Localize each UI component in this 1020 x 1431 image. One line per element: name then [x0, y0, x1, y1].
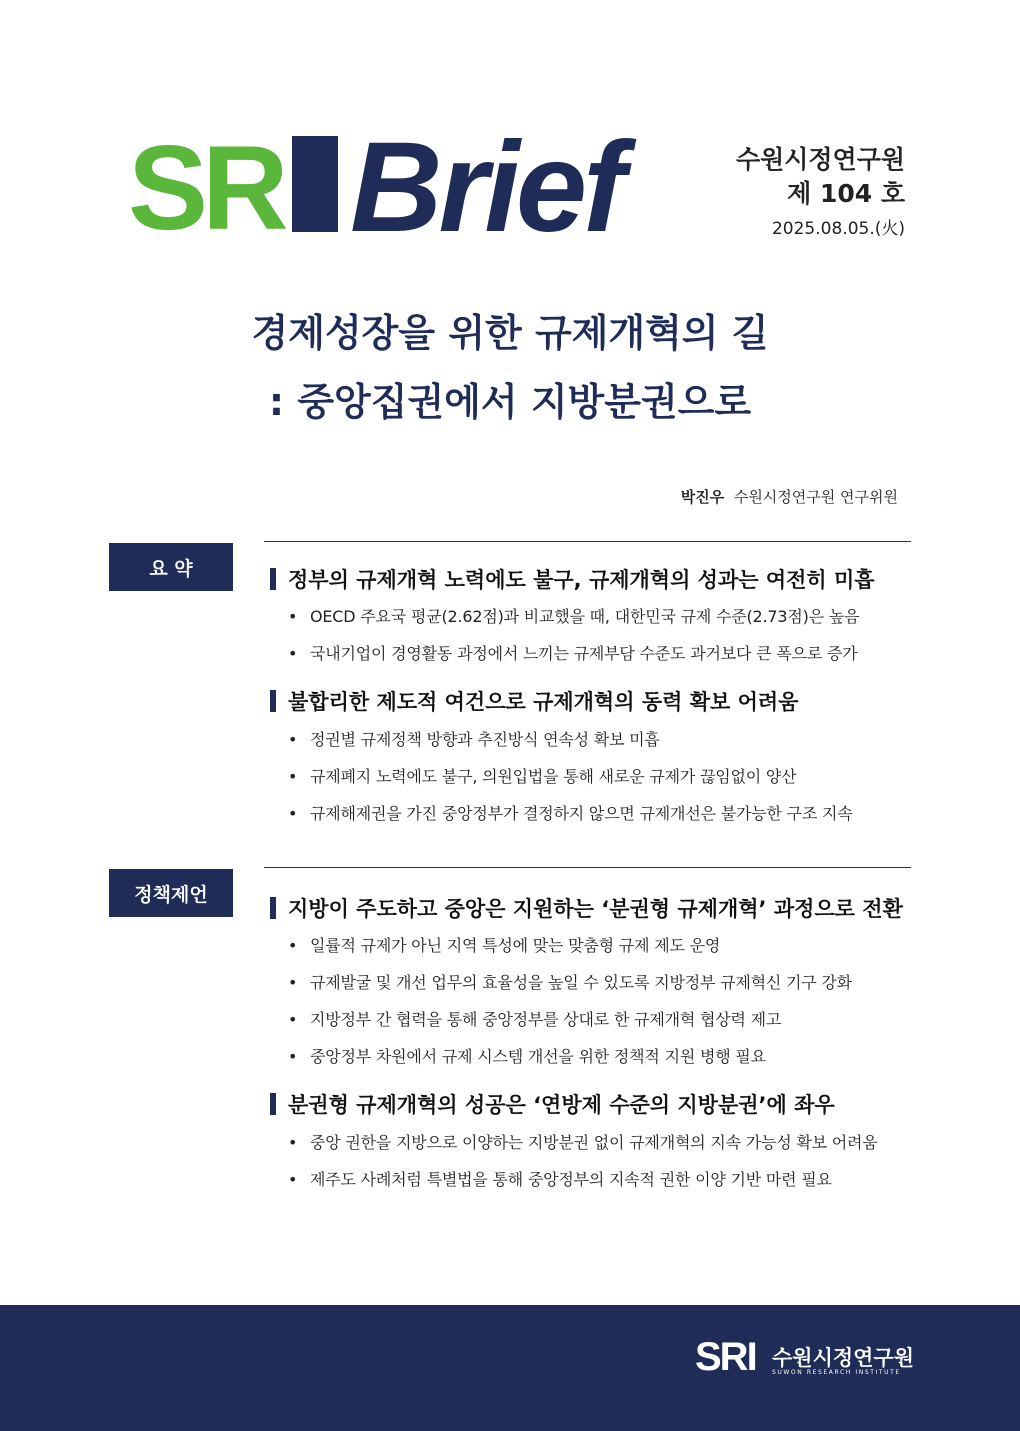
policy-heading-1: 지방이 주도하고 중앙은 지원하는 ‘분권형 규제개혁’ 과정으로 전환 [270, 893, 903, 923]
bullet-icon: • [288, 1047, 298, 1066]
bullet-icon: • [288, 644, 298, 663]
list-item: • 규제해제권을 가진 중앙정부가 결정하지 않으면 규제개선은 불가능한 구조 지속 [288, 804, 853, 823]
bullet-icon: • [288, 804, 298, 823]
heading-bar-icon [270, 690, 276, 712]
list-item: • 지방정부 간 협력을 통해 중앙정부를 상대로 한 규제개혁 협상력 제고 [288, 1010, 782, 1029]
bullet-icon: • [288, 607, 298, 626]
author-line [560, 486, 898, 507]
heading-bar-icon [270, 897, 276, 919]
footer-institute-name: 수원시정연구원 [772, 1346, 915, 1370]
author-name: 박진우 [680, 488, 725, 506]
bullet-icon: • [288, 767, 298, 786]
section-label-summary: 요 약 [109, 543, 233, 591]
institute-name: 수원시정연구원 [735, 145, 905, 174]
footer-logo: SRI [695, 1335, 756, 1379]
heading-bar-icon [270, 1093, 276, 1115]
brand-logo-i-bar [292, 136, 338, 232]
summary-heading-2: 불합리한 제도적 여건으로 규제개혁의 동력 확보 어려움 [270, 686, 798, 716]
issue-number: 제 104 호 [787, 179, 905, 208]
author-affiliation: 수원시정연구원 연구위원 [733, 488, 898, 506]
list-item: • OECD 주요국 평균(2.62점)과 비교했을 때, 대한민국 규제 수준(2.73점)은 높음 [288, 607, 860, 626]
bullet-icon: • [288, 973, 298, 992]
list-item: • 일률적 규제가 아닌 지역 특성에 맞는 맞춤형 규제 제도 운영 [288, 936, 721, 955]
list-item: • 규제발굴 및 개선 업무의 효율성을 높일 수 있도록 지방정부 규제혁신 기구 강화 [288, 973, 852, 992]
bullet-icon: • [288, 1010, 298, 1029]
list-item: • 정권별 규제정책 방향과 추진방식 연속성 확보 미흡 [288, 730, 660, 749]
issue-date: 2025.08.05.(火) [771, 219, 905, 239]
footer-institute-english: SUWON RESEARCH INSTITUTE [772, 1369, 901, 1376]
section-label-policy: 정책제언 [109, 869, 233, 917]
bullet-icon: • [288, 1170, 298, 1189]
bullet-icon: • [288, 730, 298, 749]
heading-bar-icon [270, 568, 276, 590]
brand-logo-sr: SR [128, 121, 283, 255]
section-divider-summary [264, 541, 911, 542]
list-item: • 제주도 사례처럼 특별법을 통해 중앙정부의 지속적 권한 이양 기반 마련 필요 [288, 1170, 832, 1189]
policy-heading-2: 분권형 규제개혁의 성공은 ‘연방제 수준의 지방분권’에 좌우 [270, 1089, 835, 1119]
list-item: • 국내기업이 경영활동 과정에서 느끼는 규제부담 수준도 과거보다 큰 폭으로 증가 [288, 644, 858, 663]
document-title-line2: : 중앙집권에서 지방분권으로 [268, 380, 752, 424]
list-item: • 중앙정부 차원에서 규제 시스템 개선을 위한 정책적 지원 병행 필요 [288, 1047, 766, 1066]
list-item: • 규제폐지 노력에도 불구, 의원입법을 통해 새로운 규제가 끊임없이 양산 [288, 767, 797, 786]
list-item: • 중앙 권한을 지방으로 이양하는 지방분권 없이 규제개혁의 지속 가능성 확보 어려움 [288, 1133, 878, 1152]
summary-heading-1: 정부의 규제개혁 노력에도 불구, 규제개혁의 성과는 여전히 미흡 [270, 564, 875, 594]
section-divider-policy [264, 867, 911, 868]
bullet-icon: • [288, 1133, 298, 1152]
brand-logo-brief: Brief [350, 116, 622, 259]
document-title-line1: 경제성장을 위한 규제개혁의 길 [251, 311, 769, 355]
bullet-icon: • [288, 936, 298, 955]
